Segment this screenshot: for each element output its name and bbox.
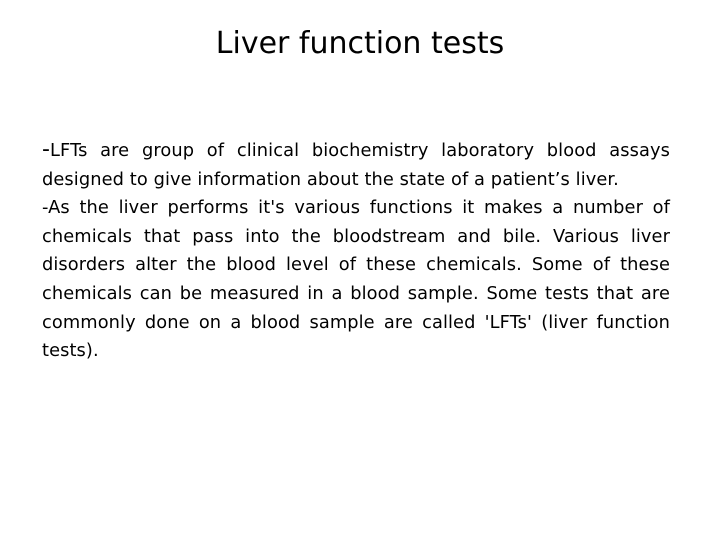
paragraph-dash: - xyxy=(42,197,49,219)
paragraph-text: LFTs are group of clinical biochemistry laboratory blood assays designed to give information about the state of a patient’s liver. xyxy=(42,140,670,190)
paragraph-text: As the liver performs it's various functions it makes a number of chemicals that pass into the bloodstream and bile. Various liver disorders alter the blood level of these chemicals. Some of these chemicals can be measured in a blood sample. Some tests that are commonly done on a blood sample are called 'LFTs' (liver function tests). xyxy=(42,197,670,362)
paragraph-dash: - xyxy=(42,137,51,162)
paragraph-lft-definition xyxy=(42,137,670,194)
slide-body xyxy=(42,137,670,366)
paragraph-liver-chemicals xyxy=(42,194,670,366)
slide-title: Liver function tests xyxy=(215,26,505,61)
